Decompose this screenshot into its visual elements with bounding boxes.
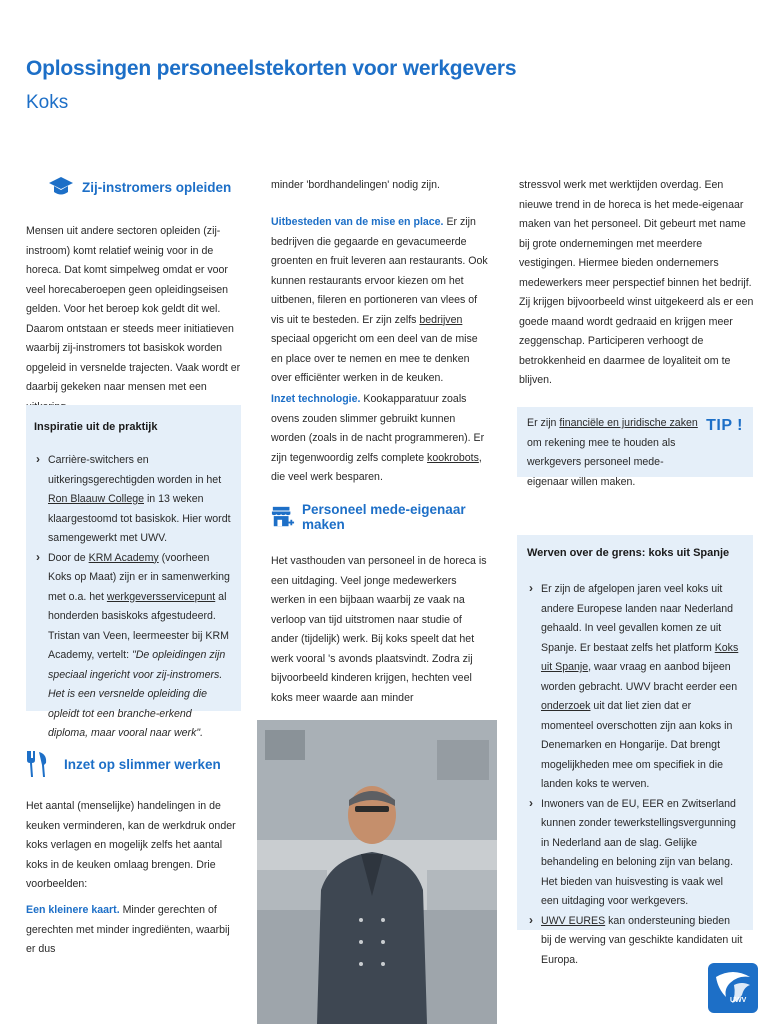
financiele-juridische-zaken-link[interactable]: financiële en juridische zaken	[559, 417, 698, 429]
inspiration-box	[26, 405, 241, 739]
tip-badge: TIP !	[706, 417, 743, 434]
page-subtitle: Koks	[26, 92, 69, 113]
list-item: › Er zijn de afgelopen jaren veel koks uit andere Europese landen naar Nederland gehaald. In veel gevallen komen ze uit Spanje. Er bestaat zelfs het platform Koks uit Spanje, waar vraag en aanbod bijeen worden gebracht. UWV bracht eerder een onderzoek uit dat liet zien dat er momenteel overschotten zijn aan koks in Denemarken en Hongarije. Dat brengt mogelijkheden mee om specifiek in die landen koks te werven.	[527, 580, 743, 795]
spanje-box	[517, 535, 753, 966]
section-zij-instromers-header	[26, 174, 241, 200]
inspiration-list	[34, 451, 233, 744]
section-zij-instromers-text: Mensen uit andere sectoren opleiden (zij-instroom) komt relatief weinig voor in de horeca. Dat komt simpelweg omdat er voor veel horecaberoepen geen opleidingseisen gelden. Voor het beroep kok geldt dit wel. Daarom ontstaan er steeds meer initiatieven waarbij zij-instromers tot basiskok worden opgeleid in versnelde trajecten. Vaak wordt er daarbij gekeken naar mensen met een	[26, 225, 241, 393]
krm-academy-link[interactable]: KRM Academy	[88, 551, 159, 564]
list-item: › UWV EURES kan ondersteuning bieden bij de werving van geschikte kandidaten uit Europa.	[527, 912, 743, 971]
kookrobots-link[interactable]: kookrobots	[427, 451, 479, 464]
onderzoek-link[interactable]: onderzoek	[541, 700, 591, 712]
cutlery-icon	[26, 749, 50, 779]
inspiration-heading: Inspiratie uit de praktijk	[34, 421, 158, 433]
page-title: Oplossingen personeelstekorten voor werkgevers	[26, 57, 517, 80]
shop-owner-icon	[271, 503, 295, 531]
col3-continuation: stressvol werk met werktijden overdag. Een nieuwe trend in de horeca is het mede-eigenaar maken van het personeel. Dit gebeurt met name bij grote ondernemingen met meerdere vestigingen. Hiermee bieden ondernemers medewerkers meer perspectief binnen het bedrijf. Zij krijgen bijvoorbeeld winst uitgekeerd als er een goede maand wordt gedraaid en krijgen meer zeggenschap. Participeren verhoogt de betrokkenheid en daarmee de loyaliteit om te blijven.	[519, 179, 754, 386]
tip-text: Er zijn financiële en juridische zaken om rekening mee te houden als werkgevers personeel mede-eigenaar willen maken.	[527, 417, 698, 488]
technologie-paragraph: Inzet technologie. Kookapparatuur zoals ovens zouden slimmer gebruikt kunnen worden (zoals in de nacht programmeren). Er zijn tegenwoordig zelfs complete kookrobots, die veel werk besparen.	[271, 393, 485, 483]
uwv-logo-text: UWV	[730, 997, 747, 1004]
ron-blaauw-link[interactable]: Ron Blaauw College	[48, 493, 144, 505]
spanje-list	[527, 580, 743, 970]
example-kleinere-kaart: Een kleinere kaart. Minder gerechten of gerechten met minder ingrediënten, waarbij er dus	[26, 904, 230, 955]
tip-box	[517, 407, 753, 488]
section-heading: Zij-instromers opleiden	[82, 179, 232, 195]
section-heading: Personeel mede-eigenaar maken	[302, 502, 466, 532]
section-mede-eigenaar-header	[271, 502, 496, 532]
list-item: › Inwoners van de EU, EER en Zwitserland kunnen zonder tewerkstellingsvergunning in Nederland aan de slag. Gelijke behandeling en beloning zijn van belang. Het bieden van huisvesting is vaak wel een uitdaging voor werkgevers.	[527, 795, 743, 912]
graduation-cap-icon	[48, 174, 74, 200]
quote: "De opleidingen zijn speciaal ingericht voor zij-instromers. Het is een versnelde opleiding die opleidt tot een branche-erkend diploma, maar vooral naar werk".	[48, 649, 226, 739]
bedrijven-link[interactable]: bedrijven	[419, 313, 463, 326]
werkgeversservicepunt-link[interactable]: werkgeversservicepunt	[106, 590, 216, 603]
uitbesteden-paragraph: Uitbesteden van de mise en place. Er zijn bedrijven die gegaarde en gevacumeerde groenten en fruit leveren aan restaurants. Ook kunnen restaurants ervoor kiezen om het uitbenen, fileren en portioneren van vlees of vis uit te besteden. Er zijn zelfs bedrijven speciaal opgericht om een deel van de mise en place over te nemen en mee te denken over efficiënter werken in de keuken.	[271, 216, 488, 384]
section-slimmer-werken-header	[26, 749, 241, 779]
koks-uit-spanje-link[interactable]: Koks uit Spanje	[541, 641, 739, 673]
uwv-logo-icon	[708, 963, 758, 1013]
list-item: › Door de KRM Academy (voorheen Koks op Maat) zijn er in samenwerking met o.a. het werkgeversservicepunt al honderden basiskoks afgestudeerd. Tristan van Veen, leermeester bij KRM Academy, vertelt: "De opleidingen zijn speciaal ingericht voor zij-instromers. Het is een versnelde opleiding die opleidt tot een branche-erkend diploma, maar vooral naar werk".	[34, 549, 233, 744]
section-slimmer-werken-text: Het aantal (menselijke) handelingen in de keuken verminderen, kan de werkdruk onder koks verlagen en mogelijk zelfs het aantal koks in de keuken omlaag brengen. Drie voorbeelden:	[26, 800, 236, 890]
list-item: › Carrière-switchers en uitkeringsgerechtigden worden in het Ron Blaauw College in 13 weken klaargestoomd tot basiskok. Hier wordt samengewerkt met UWV.	[34, 451, 233, 549]
uwv-eures-link[interactable]: UWV EURES	[541, 914, 606, 927]
chef-photo	[257, 720, 497, 1024]
section-heading: Inzet op slimmer werken	[64, 756, 221, 772]
section-mede-eigenaar-text: Het vasthouden van personeel in de horeca is een uitdaging. Veel jonge medewerkers werken in een bijbaan waarbij ze vaak na verloop van tijd uitstromen naar studie of ander (tijdelijk) werk. Bij koks speelt dat het werk vooral 's avonds plaatsvindt. Zodra zij bijvoorbeeld kinderen krijgen, hechten veel koks meer waarde aan minder	[271, 555, 487, 704]
uwv-logo	[708, 963, 758, 1013]
chef-photo-illustration	[257, 720, 497, 1024]
spanje-heading: Werven over de grens: koks uit Spanje	[527, 547, 730, 559]
col2-continuation: minder 'bordhandelingen' nodig zijn.	[271, 179, 440, 191]
